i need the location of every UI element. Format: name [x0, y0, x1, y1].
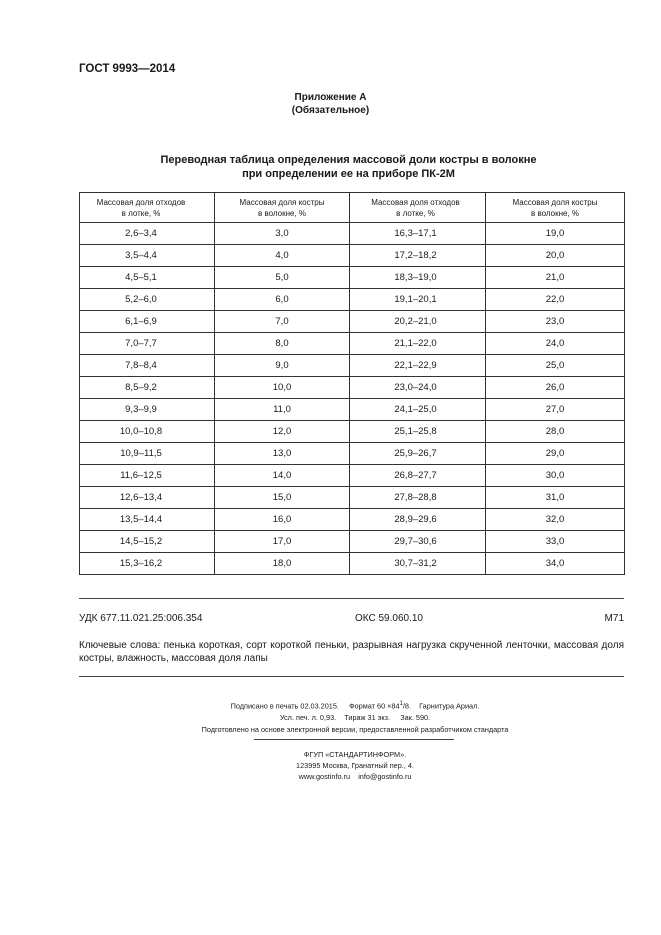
table-row — [80, 487, 625, 509]
cell-shive-1: 14,0 — [215, 465, 350, 487]
table-title-line-1: Переводная таблица определения массовой доли костры в волокне — [160, 154, 537, 166]
cell-shive-2: 25,0 — [486, 355, 625, 377]
divider-keywords — [79, 676, 624, 677]
cell-shive-1: 9,0 — [215, 355, 350, 377]
cell-waste-1: 10,9–11,5 — [80, 443, 215, 465]
cell-shive-1: 6,0 — [215, 289, 350, 311]
table-row — [80, 443, 625, 465]
table-row — [80, 355, 625, 377]
publisher-website-link[interactable]: www.gostinfo.ru — [298, 772, 351, 781]
cell-shive-1: 8,0 — [215, 333, 350, 355]
imprint-line-1: Подписано в печать 02.03.2015. Формат $60 \times 84^1/8$. Гарнитура Ариал. — [230, 701, 480, 711]
cell-shive-1: 11,0 — [215, 399, 350, 421]
table-title — [0, 153, 661, 181]
cell-waste-1: 5,2–6,0 — [80, 289, 215, 311]
cell-shive-1: 13,0 — [215, 443, 350, 465]
imprint-line-2: Усл. печ. л. 0,93. Тираж 31 экз. Зак. 590. — [279, 713, 431, 723]
cell-shive-1: 4,0 — [215, 245, 350, 267]
table-row — [80, 421, 625, 443]
cell-shive-1: 3,0 — [215, 223, 350, 245]
cell-shive-2: 19,0 — [486, 223, 625, 245]
keywords: Ключевые слова: пенька короткая, сорт короткой пеньки, разрывная нагрузка скрученной ленточки, массовая доля костры, влажность, массовая доля лапы — [79, 640, 624, 664]
cell-shive-1: 16,0 — [215, 509, 350, 531]
cell-waste-1: 13,5–14,4 — [80, 509, 215, 531]
cell-waste-2: 20,2–21,0 — [350, 311, 486, 333]
appendix-status: (Обязательное) — [291, 105, 370, 116]
oks-code: ОКС 59.060.10 — [355, 613, 423, 624]
table-row — [80, 289, 625, 311]
table-row — [80, 399, 625, 421]
divider-top — [79, 598, 624, 599]
cell-waste-2: 19,1–20,1 — [350, 289, 486, 311]
cell-shive-2: 27,0 — [486, 399, 625, 421]
group-code: M71 — [604, 613, 624, 624]
appendix-heading — [0, 91, 661, 117]
table-row — [80, 377, 625, 399]
cell-shive-2: 28,0 — [486, 421, 625, 443]
cell-waste-1: 12,6–13,4 — [80, 487, 215, 509]
cell-waste-2: 29,7–30,6 — [350, 531, 486, 553]
cell-waste-1: 7,0–7,7 — [80, 333, 215, 355]
cell-shive-2: 31,0 — [486, 487, 625, 509]
cell-shive-2: 32,0 — [486, 509, 625, 531]
publisher-email-link[interactable]: info@gostinfo.ru — [358, 772, 412, 781]
imprint-line-3: Подготовлено на основе электронной версии, предоставленной разработчиком стандарта — [201, 725, 509, 735]
cell-waste-2: 23,0–24,0 — [350, 377, 486, 399]
cell-waste-1: 7,8–8,4 — [80, 355, 215, 377]
cell-shive-2: 29,0 — [486, 443, 625, 465]
table-row — [80, 245, 625, 267]
cell-shive-2: 33,0 — [486, 531, 625, 553]
cell-shive-2: 21,0 — [486, 267, 625, 289]
cell-shive-2: 23,0 — [486, 311, 625, 333]
cell-waste-2: 26,8–27,7 — [350, 465, 486, 487]
cell-waste-1: 6,1–6,9 — [80, 311, 215, 333]
conversion-table — [79, 192, 625, 575]
column-header-shive-2: Массовая доля костры в волокне, % — [486, 193, 625, 223]
cell-waste-1: 11,6–12,5 — [80, 465, 215, 487]
cell-waste-2: 22,1–22,9 — [350, 355, 486, 377]
cell-waste-2: 21,1–22,0 — [350, 333, 486, 355]
cell-shive-2: 20,0 — [486, 245, 625, 267]
cell-waste-1: 8,5–9,2 — [80, 377, 215, 399]
cell-waste-1: 2,6–3,4 — [80, 223, 215, 245]
column-header-waste-2: Массовая доля отходов в лотке, % — [350, 193, 486, 223]
cell-shive-2: 22,0 — [486, 289, 625, 311]
table-row — [80, 223, 625, 245]
table-row — [80, 531, 625, 553]
cell-waste-2: 30,7–31,2 — [350, 553, 486, 575]
cell-waste-1: 9,3–9,9 — [80, 399, 215, 421]
table-title-line-2: при определении ее на приборе ПК-2М — [242, 168, 455, 180]
cell-shive-1: 15,0 — [215, 487, 350, 509]
publisher-name: ФГУП «СТАНДАРТИНФОРМ». — [303, 750, 407, 759]
cell-waste-1: 14,5–15,2 — [80, 531, 215, 553]
table-row — [80, 333, 625, 355]
table-row — [80, 509, 625, 531]
column-header-waste-1: Массовая доля отходов в лотке, % — [80, 193, 215, 223]
cell-shive-2: 30,0 — [486, 465, 625, 487]
cell-shive-1: 5,0 — [215, 267, 350, 289]
document-code: ГОСТ 9993—2014 — [79, 63, 176, 75]
cell-shive-1: 12,0 — [215, 421, 350, 443]
publisher-contacts — [120, 771, 590, 782]
cell-waste-2: 24,1–25,0 — [350, 399, 486, 421]
cell-waste-2: 25,1–25,8 — [350, 421, 486, 443]
cell-shive-1: 17,0 — [215, 531, 350, 553]
appendix-title: Приложение А — [294, 92, 367, 103]
cell-waste-1: 3,5–4,4 — [80, 245, 215, 267]
cell-waste-1: 15,3–16,2 — [80, 553, 215, 575]
cell-shive-1: 7,0 — [215, 311, 350, 333]
cell-waste-2: 16,3–17,1 — [350, 223, 486, 245]
table-header-row — [80, 193, 625, 223]
cell-waste-2: 18,3–19,0 — [350, 267, 486, 289]
cell-shive-2: 24,0 — [486, 333, 625, 355]
divider-publisher — [254, 739, 454, 740]
table-row — [80, 465, 625, 487]
cell-shive-2: 34,0 — [486, 553, 625, 575]
cell-shive-1: 10,0 — [215, 377, 350, 399]
cell-waste-2: 28,9–29,6 — [350, 509, 486, 531]
cell-shive-2: 26,0 — [486, 377, 625, 399]
table-row — [80, 553, 625, 575]
cell-waste-2: 25,9–26,7 — [350, 443, 486, 465]
column-header-shive-1: Массовая доля костры в волокне, % — [215, 193, 350, 223]
publisher-block — [120, 749, 590, 782]
table-row — [80, 311, 625, 333]
cell-waste-1: 4,5–5,1 — [80, 267, 215, 289]
cell-waste-1: 10,0–10,8 — [80, 421, 215, 443]
imprint-block — [120, 698, 590, 736]
cell-waste-2: 17,2–18,2 — [350, 245, 486, 267]
table-row — [80, 267, 625, 289]
cell-shive-1: 18,0 — [215, 553, 350, 575]
publisher-address: 123995 Москва, Гранатный пер., 4. — [296, 761, 414, 770]
udk-code: УДК 677.11.021.25:006.354 — [79, 613, 203, 624]
cell-waste-2: 27,8–28,8 — [350, 487, 486, 509]
